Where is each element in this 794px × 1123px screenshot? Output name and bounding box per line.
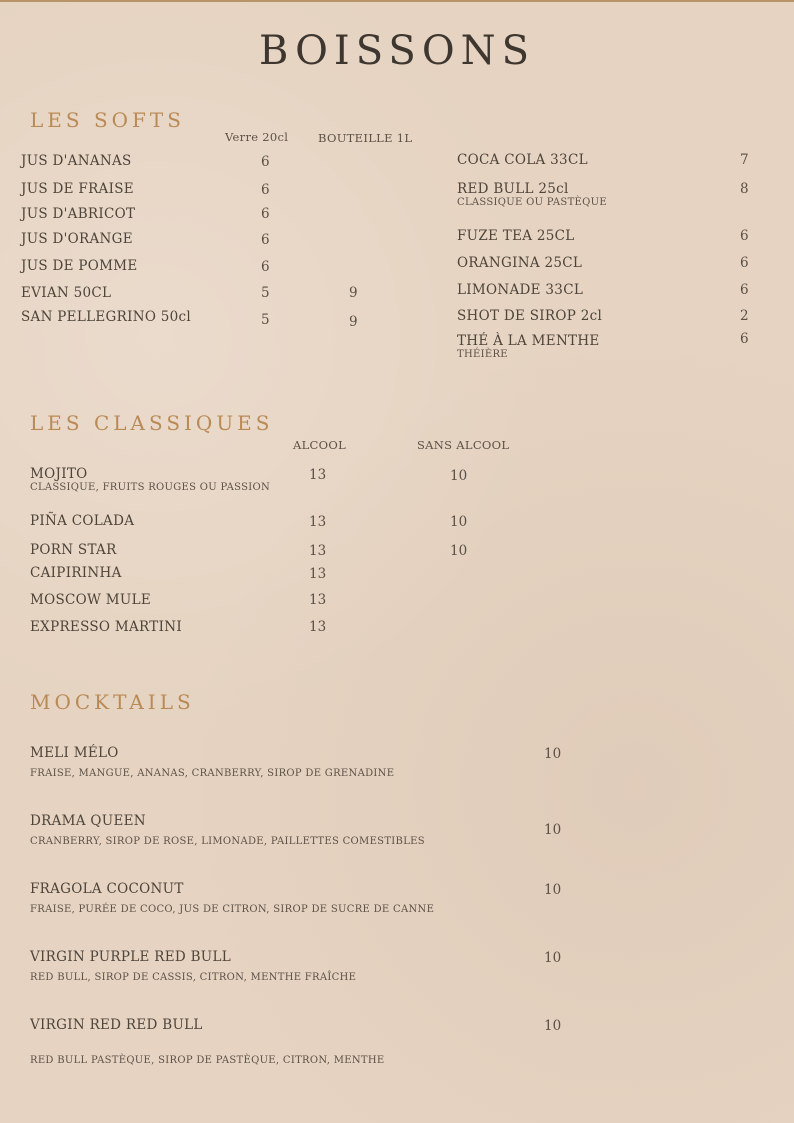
mocktail-description: RED BULL, SIROP DE CASSIS, CITRON, MENTHE FRAÎCHE bbox=[30, 972, 357, 983]
top-rule bbox=[0, 0, 794, 2]
soft-item-name: JUS DE POMME bbox=[21, 258, 138, 274]
soft-item-name: JUS D'ABRICOT bbox=[21, 206, 136, 222]
soft-item-price: 6 bbox=[740, 255, 749, 271]
soft-item-name: FUZE TEA 25CL bbox=[457, 228, 575, 244]
section-heading-mocktails: MOCKTAILS bbox=[30, 690, 195, 714]
cocktail-name: EXPRESSO MARTINI bbox=[30, 619, 182, 635]
soft-item-price: 7 bbox=[740, 152, 749, 168]
cocktail-price-alcool: 13 bbox=[309, 543, 327, 559]
soft-item-glass-price: 6 bbox=[261, 259, 270, 275]
soft-item-name: LIMONADE 33CL bbox=[457, 282, 584, 298]
mocktail-price: 10 bbox=[544, 950, 562, 966]
soft-item-name: JUS DE FRAISE bbox=[21, 181, 134, 197]
mocktail-price: 10 bbox=[544, 822, 562, 838]
mocktail-name: DRAMA QUEEN bbox=[30, 813, 146, 829]
soft-item-bottle-price: 9 bbox=[349, 285, 358, 301]
soft-item-subtitle: THÉIÈRE bbox=[457, 349, 508, 360]
soft-item-price: 8 bbox=[740, 181, 749, 197]
column-header-alcool: ALCOOL bbox=[293, 438, 347, 452]
mocktail-description: RED BULL PASTÈQUE, SIROP DE PASTÈQUE, CITRON, MENTHE bbox=[30, 1055, 385, 1066]
mocktail-price: 10 bbox=[544, 882, 562, 898]
mocktail-description: FRAISE, PURÉE DE COCO, JUS DE CITRON, SIROP DE SUCRE DE CANNE bbox=[30, 904, 435, 915]
soft-item-name: SAN PELLEGRINO 50cl bbox=[21, 309, 192, 325]
soft-item-name: JUS D'ANANAS bbox=[21, 153, 132, 169]
soft-item-glass-price: 5 bbox=[261, 285, 270, 301]
soft-item-name: THÉ À LA MENTHE bbox=[457, 333, 600, 349]
soft-item-price: 6 bbox=[740, 228, 749, 244]
mocktail-name: VIRGIN RED RED BULL bbox=[30, 1017, 203, 1033]
mocktail-description: CRANBERRY, SIROP DE ROSE, LIMONADE, PAILLETTES COMESTIBLES bbox=[30, 836, 425, 847]
cocktail-price-alcool: 13 bbox=[309, 566, 327, 582]
cocktail-name: MOJITO bbox=[30, 466, 88, 482]
cocktail-price-alcool: 13 bbox=[309, 514, 327, 530]
column-header-bottle: BOUTEILLE 1L bbox=[318, 131, 413, 145]
column-header-glass: Verre 20cl bbox=[225, 130, 289, 144]
soft-item-price: 2 bbox=[740, 308, 749, 324]
cocktail-name: CAIPIRINHA bbox=[30, 565, 122, 581]
soft-item-name: COCA COLA 33CL bbox=[457, 152, 588, 168]
cocktail-price-alcool: 13 bbox=[309, 592, 327, 608]
cocktail-name: PORN STAR bbox=[30, 542, 117, 558]
soft-item-name: RED BULL 25cl bbox=[457, 181, 569, 197]
cocktail-price-sans-alcool: 10 bbox=[450, 468, 468, 484]
mocktail-price: 10 bbox=[544, 746, 562, 762]
soft-item-price: 6 bbox=[740, 282, 749, 298]
soft-item-name: ORANGINA 25CL bbox=[457, 255, 583, 271]
section-heading-softs: LES SOFTS bbox=[30, 108, 185, 132]
mocktail-description: FRAISE, MANGUE, ANANAS, CRANBERRY, SIROP DE GRENADINE bbox=[30, 768, 395, 779]
cocktail-name: MOSCOW MULE bbox=[30, 592, 152, 608]
cocktail-name: PIÑA COLADA bbox=[30, 513, 135, 529]
cocktail-subtitle: CLASSIQUE, FRUITS ROUGES OU PASSION bbox=[30, 482, 271, 493]
soft-item-name: JUS D'ORANGE bbox=[21, 231, 133, 247]
soft-item-price: 6 bbox=[740, 331, 749, 347]
mocktail-name: FRAGOLA COCONUT bbox=[30, 881, 184, 897]
column-header-sans-alcool: SANS ALCOOL bbox=[417, 438, 510, 452]
mocktail-name: VIRGIN PURPLE RED BULL bbox=[30, 949, 232, 965]
soft-item-subtitle: CLASSIQUE OU PASTÈQUE bbox=[457, 197, 607, 208]
page-title: BOISSONS bbox=[258, 28, 536, 74]
mocktail-name: MELI MÉLO bbox=[30, 745, 119, 761]
section-heading-classiques: LES CLASSIQUES bbox=[30, 411, 274, 435]
soft-item-glass-price: 6 bbox=[261, 154, 270, 170]
soft-item-name: EVIAN 50CL bbox=[21, 285, 112, 301]
soft-item-glass-price: 6 bbox=[261, 182, 270, 198]
soft-item-bottle-price: 9 bbox=[349, 314, 358, 330]
soft-item-glass-price: 6 bbox=[261, 232, 270, 248]
mocktail-price: 10 bbox=[544, 1018, 562, 1034]
cocktail-price-sans-alcool: 10 bbox=[450, 514, 468, 530]
cocktail-price-sans-alcool: 10 bbox=[450, 543, 468, 559]
soft-item-glass-price: 5 bbox=[261, 312, 270, 328]
cocktail-price-alcool: 13 bbox=[309, 467, 327, 483]
cocktail-price-alcool: 13 bbox=[309, 619, 327, 635]
soft-item-glass-price: 6 bbox=[261, 206, 270, 222]
soft-item-name: SHOT DE SIROP 2cl bbox=[457, 308, 603, 324]
